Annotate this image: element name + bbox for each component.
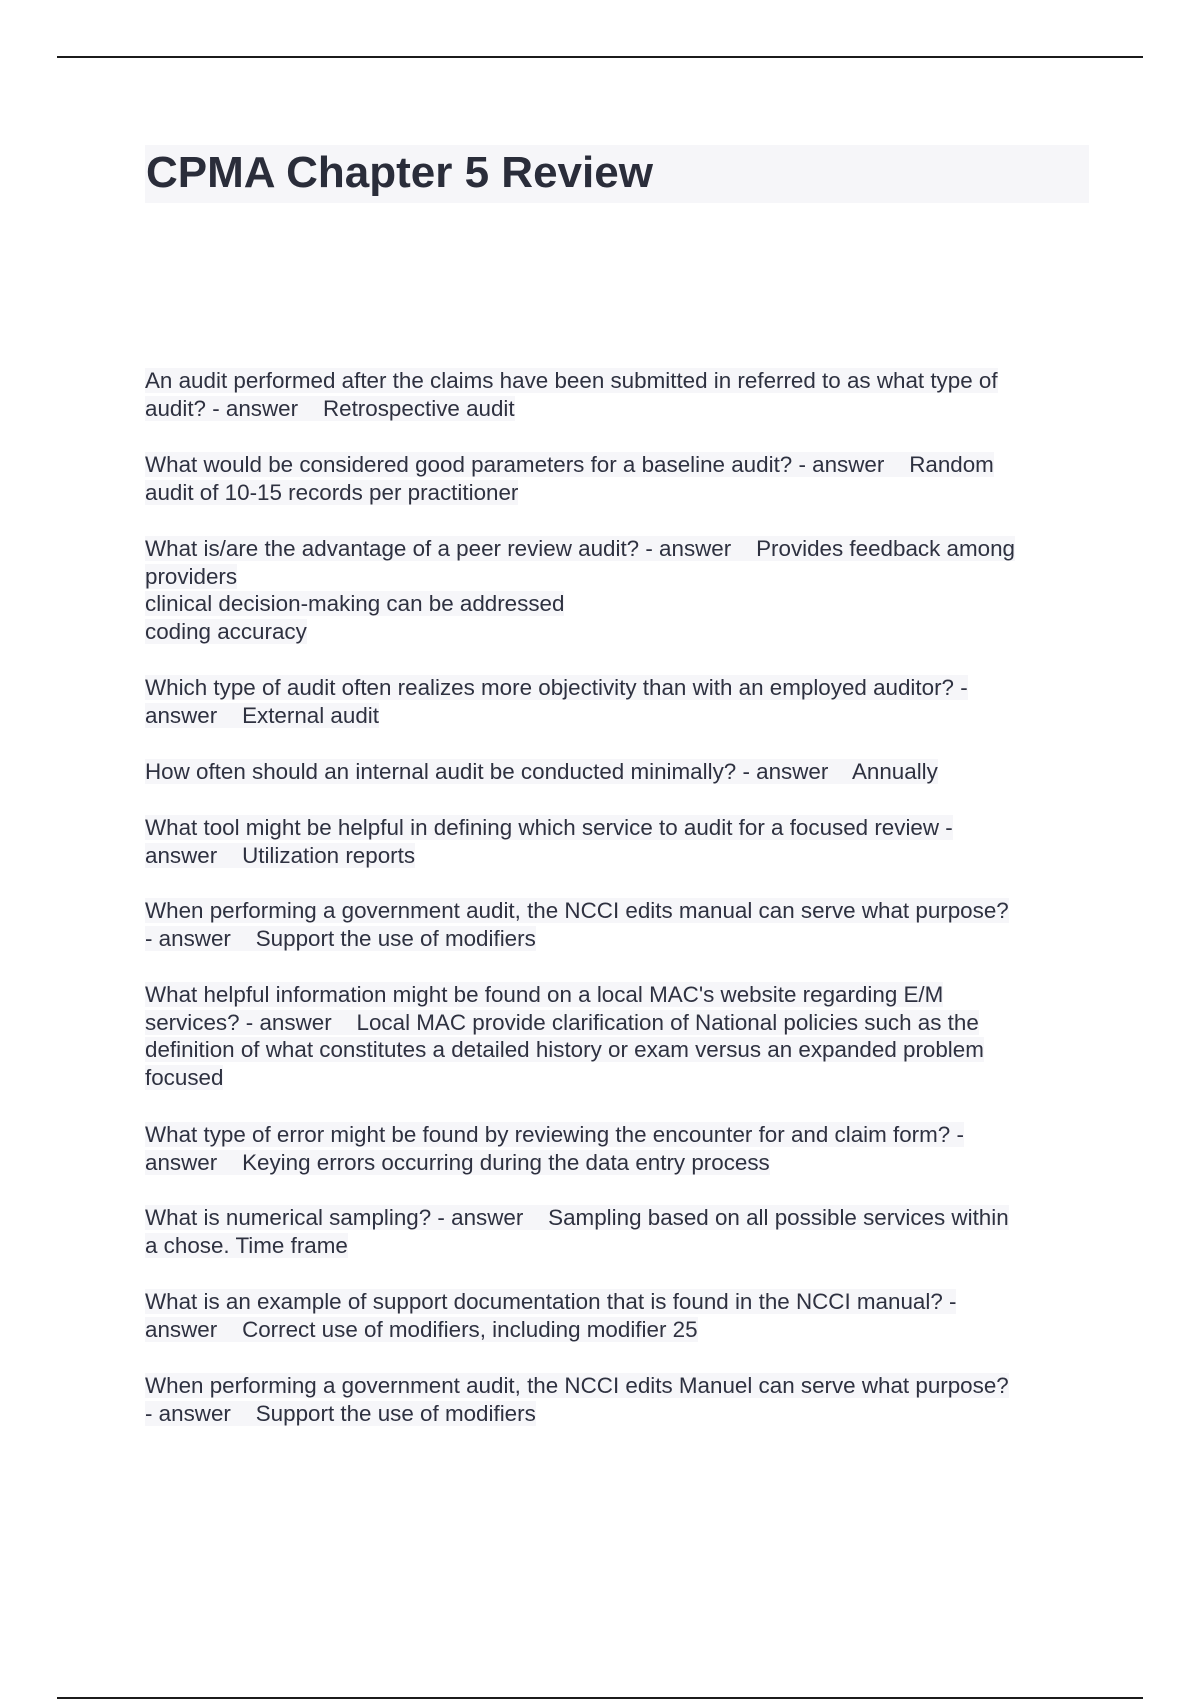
qa-line: answer Utilization reports: [145, 842, 416, 868]
qa-line: coding accuracy: [145, 618, 307, 644]
qa-line: What is an example of support documentation that is found in the NCCI manual? -: [145, 1289, 957, 1314]
qa-line: - answer Support the use of modifiers: [145, 1400, 536, 1426]
qa-line: What tool might be helpful in defining which service to audit for a focused review -: [145, 815, 953, 840]
qa-item-12: [145, 1372, 1095, 1427]
qa-item-8: [145, 981, 1095, 1091]
qa-line: definition of what constitutes a detailed history or exam versus an expanded problem: [145, 1037, 984, 1062]
qa-item-4: [145, 674, 1095, 729]
qa-line: When performing a government audit, the NCCI edits Manuel can serve what purpose?: [145, 1373, 1009, 1398]
qa-line: What type of error might be found by reviewing the encounter for and claim form? -: [145, 1122, 964, 1147]
qa-line: When performing a government audit, the NCCI edits manual can serve what purpose?: [145, 898, 1009, 923]
qa-line: - answer Support the use of modifiers: [145, 925, 536, 951]
qa-line: An audit performed after the claims have been submitted in referred to as what type of: [145, 368, 998, 393]
qa-item-1: [145, 367, 1095, 422]
qa-item-6: [145, 814, 1095, 869]
qa-line: services? - answer Local MAC provide clarification of National policies such as the: [145, 1009, 979, 1035]
qa-line: clinical decision-making can be addressed: [145, 591, 565, 616]
qa-line: What is numerical sampling? - answer Sampling based on all possible services within: [145, 1205, 1009, 1230]
qa-line: Which type of audit often realizes more objectivity than with an employed auditor? -: [145, 675, 968, 700]
qa-line: a chose. Time frame: [145, 1232, 348, 1258]
qa-line: focused: [145, 1064, 224, 1090]
qa-line: providers: [145, 563, 238, 589]
page-title: CPMA Chapter 5 Review: [146, 148, 653, 197]
qa-line: answer External audit: [145, 702, 379, 728]
qa-line: audit? - answer Retrospective audit: [145, 395, 515, 421]
qa-line: What would be considered good parameters for a baseline audit? - answer Random: [145, 452, 994, 477]
qa-line: What helpful information might be found on a local MAC's website regarding E/M: [145, 982, 944, 1007]
qa-item-10: [145, 1204, 1095, 1259]
qa-item-2: [145, 451, 1095, 506]
qa-item-7: [145, 897, 1095, 952]
qa-item-11: [145, 1288, 1095, 1343]
qa-line: answer Keying errors occurring during the data entry process: [145, 1149, 770, 1175]
qa-item-3: [145, 535, 1095, 645]
top-rule: [57, 56, 1143, 58]
bottom-rule: [57, 1697, 1143, 1699]
qa-line: audit of 10-15 records per practitioner: [145, 479, 519, 505]
qa-line: What is/are the advantage of a peer review audit? - answer Provides feedback among: [145, 536, 1015, 561]
qa-item-9: [145, 1121, 1095, 1176]
qa-line: How often should an internal audit be conducted minimally? - answer Annually: [145, 759, 938, 784]
qa-item-5: [145, 758, 1095, 786]
qa-line: answer Correct use of modifiers, including modifier 25: [145, 1316, 698, 1342]
